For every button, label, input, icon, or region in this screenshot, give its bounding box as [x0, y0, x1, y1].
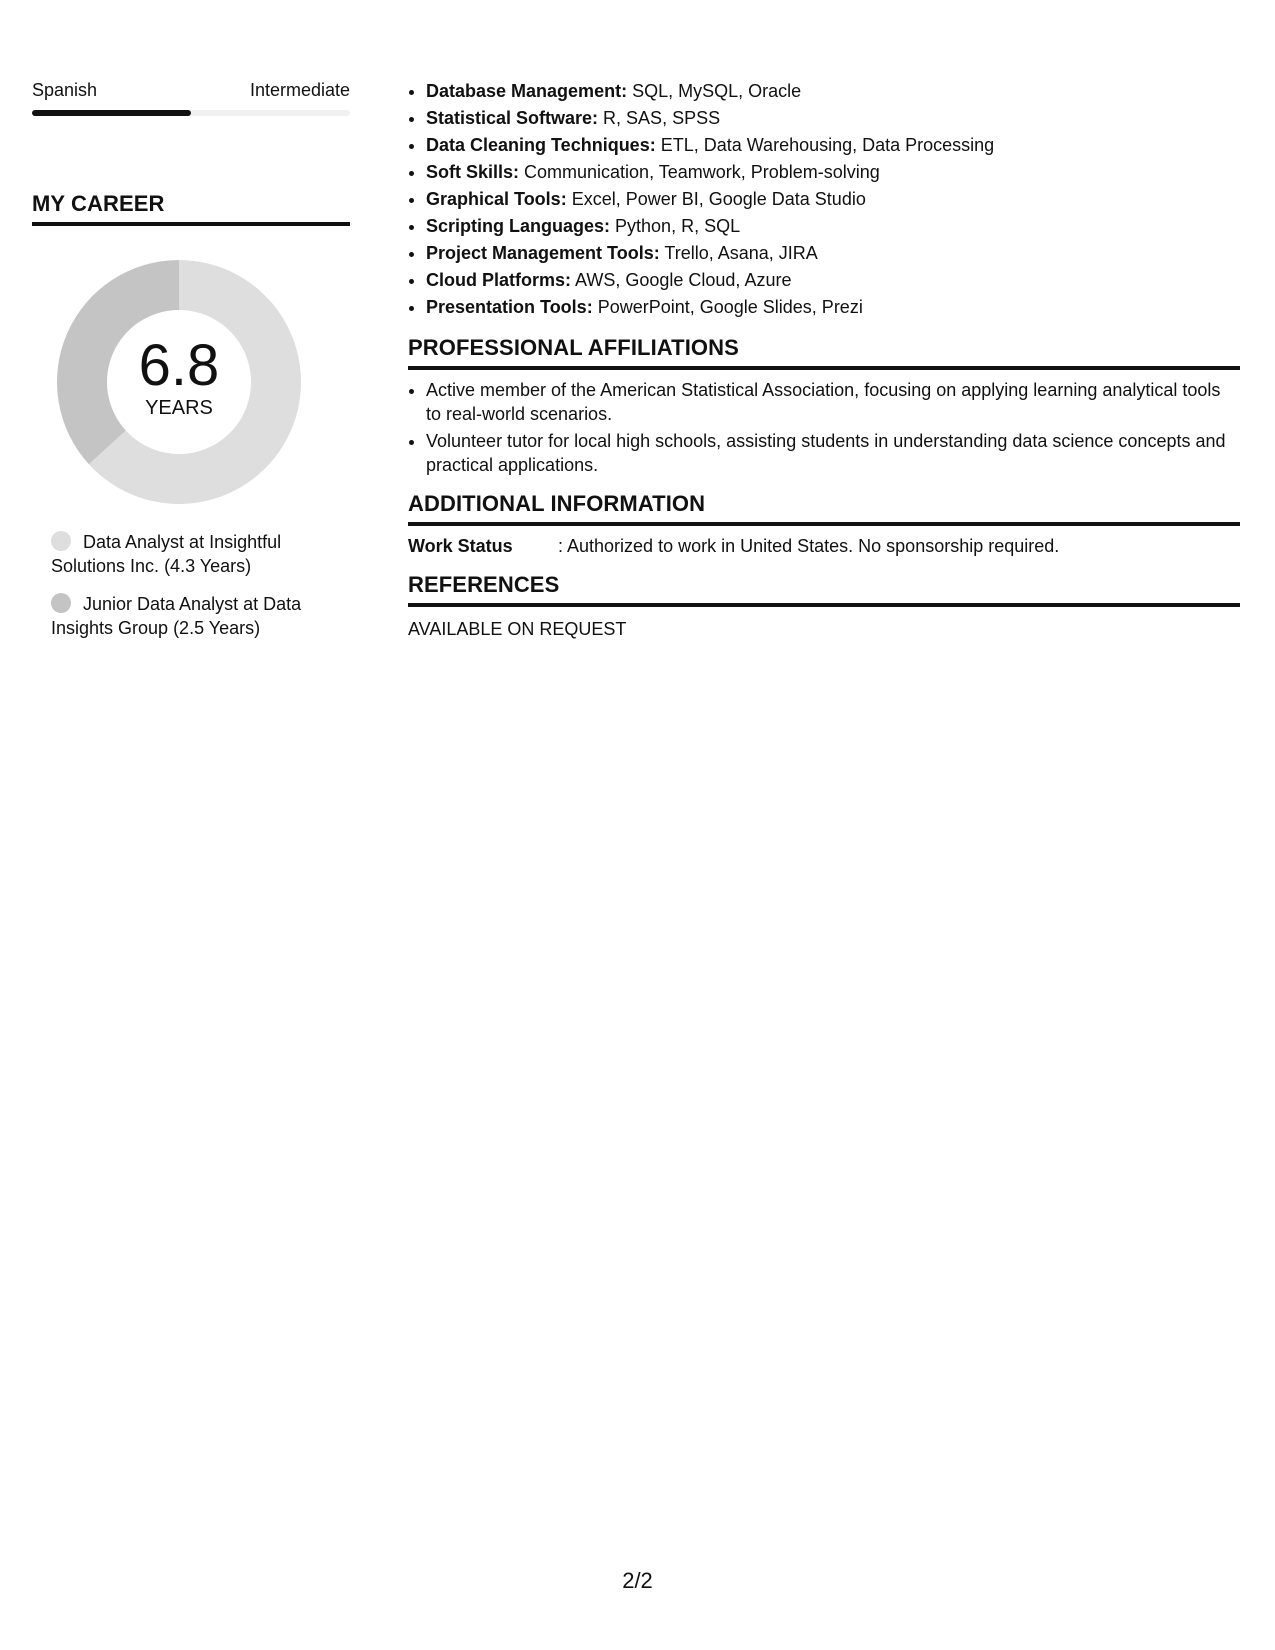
- affiliation-item: • Volunteer tutor for local high schools, assisting students in understanding data science concepts and practical applications.: [426, 429, 1240, 477]
- right-column: [408, 78, 1240, 641]
- skill-item: [426, 132, 1240, 159]
- work-status-label: Work Status: [408, 536, 513, 556]
- skill-item: [426, 294, 1240, 321]
- skill-value: AWS, Google Cloud, Azure: [571, 270, 792, 290]
- affiliations-section: [408, 335, 1240, 477]
- skill-item: [426, 159, 1240, 186]
- references-title: REFERENCES: [408, 572, 1240, 607]
- legend-label: Data Analyst at Insightful Solutions Inc. (4.3 Years): [51, 532, 282, 576]
- skill-item: [426, 105, 1240, 132]
- language-level: Intermediate: [249, 80, 350, 100]
- page-number: 2/2: [622, 1568, 653, 1593]
- career-legend-item: [51, 530, 331, 578]
- skill-value: Excel, Power BI, Google Data Studio: [566, 189, 866, 209]
- career-total-years: 6.8: [138, 333, 220, 398]
- skill-label: Cloud Platforms:: [426, 270, 572, 290]
- legend-label: Junior Data Analyst at Data Insights Group (2.5 Years): [51, 594, 302, 638]
- work-status-value: : Authorized to work in United States. No sponsorship required.: [558, 536, 1060, 556]
- career-legend-item: [51, 592, 331, 640]
- work-status-row: [408, 534, 1240, 558]
- skill-label: Project Management Tools:: [426, 243, 660, 263]
- skill-label: Scripting Languages:: [426, 216, 611, 236]
- skill-item: [426, 186, 1240, 213]
- affiliations-title: PROFESSIONAL AFFILIATIONS: [408, 335, 1240, 370]
- affiliation-item: • Active member of the American Statistical Association, focusing on applying learning analytical tools to real-world scenarios.: [426, 378, 1240, 426]
- skill-label: Database Management:: [426, 81, 628, 101]
- skill-value: Python, R, SQL: [610, 216, 741, 236]
- donut-center: [55, 258, 303, 506]
- left-column: [32, 78, 350, 654]
- skills-list: [408, 78, 1240, 321]
- affiliations-list: [408, 378, 1240, 477]
- skill-value: SQL, MySQL, Oracle: [627, 81, 802, 101]
- skill-value: Trello, Asana, JIRA: [659, 243, 818, 263]
- skill-label: Statistical Software:: [426, 108, 599, 128]
- skill-value: PowerPoint, Google Slides, Prezi: [592, 297, 863, 317]
- additional-info-title: ADDITIONAL INFORMATION: [408, 491, 1240, 526]
- skill-item: [426, 240, 1240, 267]
- language-name: Spanish: [32, 80, 98, 100]
- language-level-bar-fill: [32, 110, 191, 116]
- language-level-bar: [32, 110, 350, 116]
- skill-label: Data Cleaning Techniques:: [426, 135, 656, 155]
- additional-info-section: [408, 491, 1240, 558]
- skill-label: Soft Skills:: [426, 162, 520, 182]
- references-text: AVAILABLE ON REQUEST: [408, 619, 627, 639]
- references-section: [408, 572, 1240, 641]
- career-legend: [32, 530, 350, 640]
- skill-item: [426, 267, 1240, 294]
- skill-value: Communication, Teamwork, Problem-solving: [519, 162, 880, 182]
- career-donut-chart: [55, 258, 303, 506]
- skill-label: Graphical Tools:: [426, 189, 567, 209]
- legend-swatch: [51, 593, 71, 613]
- skill-label: Presentation Tools:: [426, 297, 593, 317]
- career-section-title: MY CAREER: [32, 191, 350, 226]
- skill-item: [426, 78, 1240, 105]
- legend-swatch: [51, 531, 71, 551]
- career-total-unit: YEARS: [145, 397, 213, 419]
- language-row: [32, 78, 350, 102]
- skill-item: [426, 213, 1240, 240]
- skill-value: ETL, Data Warehousing, Data Processing: [655, 135, 995, 155]
- skill-value: R, SAS, SPSS: [598, 108, 721, 128]
